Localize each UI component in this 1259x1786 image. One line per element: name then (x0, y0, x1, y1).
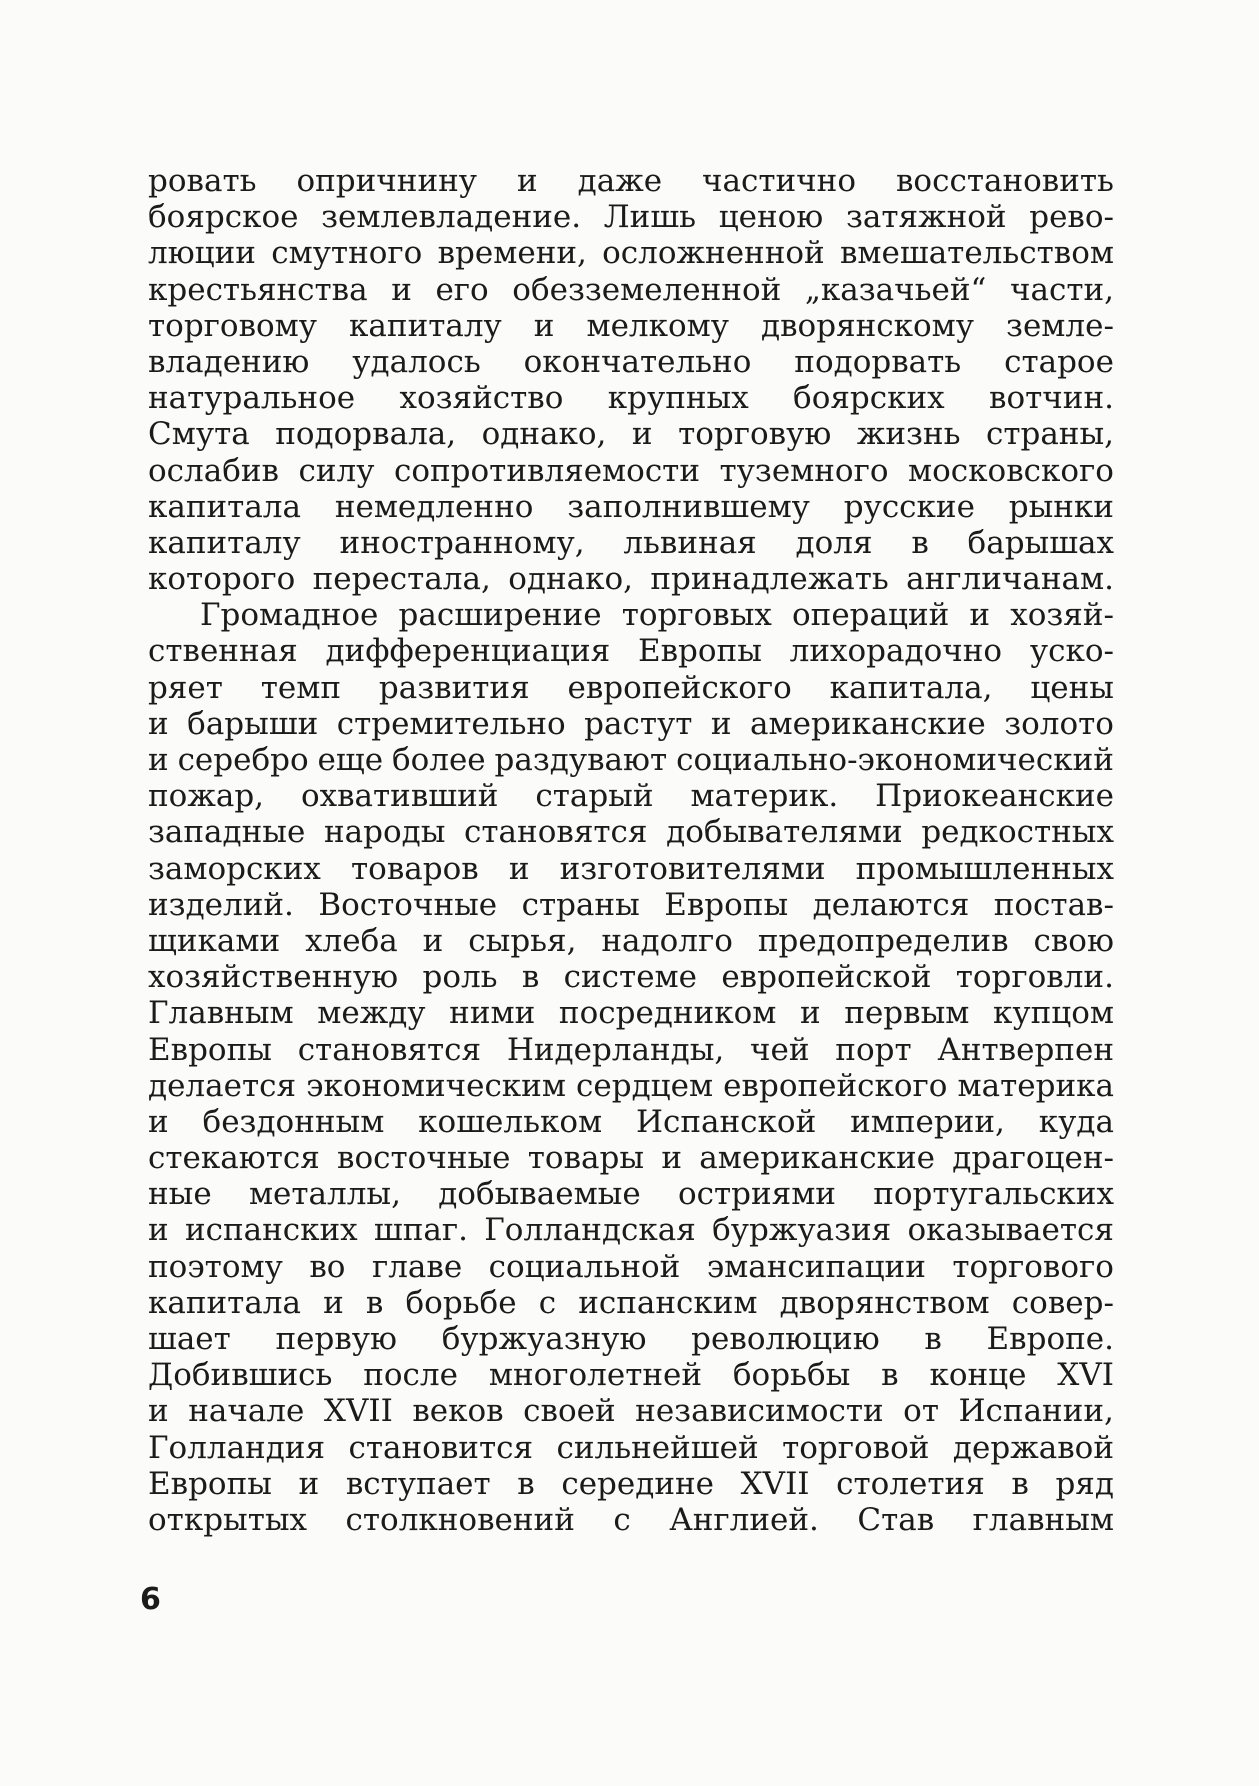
text-line: которого перестала, однако, принадлежать англичанам. (148, 561, 1114, 598)
text-line: ровать опричнину и даже частично восстановить (148, 163, 1114, 199)
text-line: владению удалось окончательно подорвать старое (148, 343, 1114, 380)
text-line: делается экономическим сердцем европейского материка (148, 1067, 1114, 1104)
text-line: стекаются восточные товары и американские драгоцен- (148, 1140, 1114, 1177)
text-line: изделий. Восточные страны Европы делаются постав- (148, 886, 1114, 923)
text-line: капитала немедленно заполнившему русские рынки (148, 488, 1114, 525)
text-line: щиками хлеба и сырья, надолго предопределив свою (148, 922, 1114, 959)
text-line: западные народы становятся добывателями редкостных (148, 814, 1114, 851)
text-line: крестьянства и его обезземеленной „казачьей“ части, (148, 271, 1114, 308)
text-line: и серебро еще более раздувают социально-экономический (148, 742, 1114, 778)
text-line: Громадное расширение торговых операций и хозяй- (200, 597, 1114, 634)
text-line: Главным между ними посредником и первым купцом (148, 995, 1114, 1032)
text-line: ные металлы, добываемые остриями португальских (148, 1176, 1114, 1213)
text-line: капитала и в борьбе с испанским дворянством совер- (148, 1284, 1114, 1321)
text-line: и начале XVII веков своей независимости от Испании, (148, 1393, 1114, 1430)
text-line: Европы становятся Нидерланды, чей порт Антверпен (148, 1031, 1114, 1068)
text-line: заморских товаров и изготовителями промышленных (148, 850, 1114, 887)
page-number: 6 (140, 1582, 161, 1617)
text-line: капиталу иностранному, львиная доля в барышах (148, 524, 1114, 561)
body-text (148, 163, 1114, 1538)
text-line: Смута подорвала, однако, и торговую жизнь страны, (148, 416, 1114, 453)
text-line: хозяйственную роль в системе европейской торговли. (148, 959, 1114, 996)
text-line: ослабив силу сопротивляемости туземного московского (148, 452, 1114, 489)
text-line: Добившись после многолетней борьбы в конце XVI (148, 1357, 1114, 1394)
text-line: натуральное хозяйство крупных боярских вотчин. (148, 380, 1114, 417)
text-line: шает первую буржуазную революцию в Европе. (148, 1321, 1114, 1357)
text-line: ственная дифференциация Европы лихорадочно уско- (148, 633, 1114, 670)
text-line: люции смутного времени, осложненной вмешательством (148, 235, 1114, 272)
text-line: пожар, охвативший старый материк. Приокеанские (148, 778, 1114, 815)
text-line: Голландия становится сильнейшей торговой державой (148, 1429, 1114, 1466)
text-line: и испанских шпаг. Голландская буржуазия оказывается (148, 1212, 1114, 1249)
text-line: поэтому во главе социальной эмансипации торгового (148, 1248, 1114, 1285)
text-line: открытых столкновений с Англией. Став главным (148, 1501, 1114, 1538)
text-line: и бездонным кошельком Испанской империи, куда (148, 1103, 1114, 1140)
text-line: ряет темп развития европейского капитала, цены (148, 669, 1114, 706)
text-line: Европы и вступает в середине XVII столетия в ряд (148, 1465, 1114, 1502)
text-line: торговому капиталу и мелкому дворянскому земле- (148, 307, 1114, 344)
text-line: и барыши стремительно растут и американские золото (148, 705, 1114, 742)
text-line: боярское землевладение. Лишь ценою затяжной рево- (148, 199, 1114, 236)
